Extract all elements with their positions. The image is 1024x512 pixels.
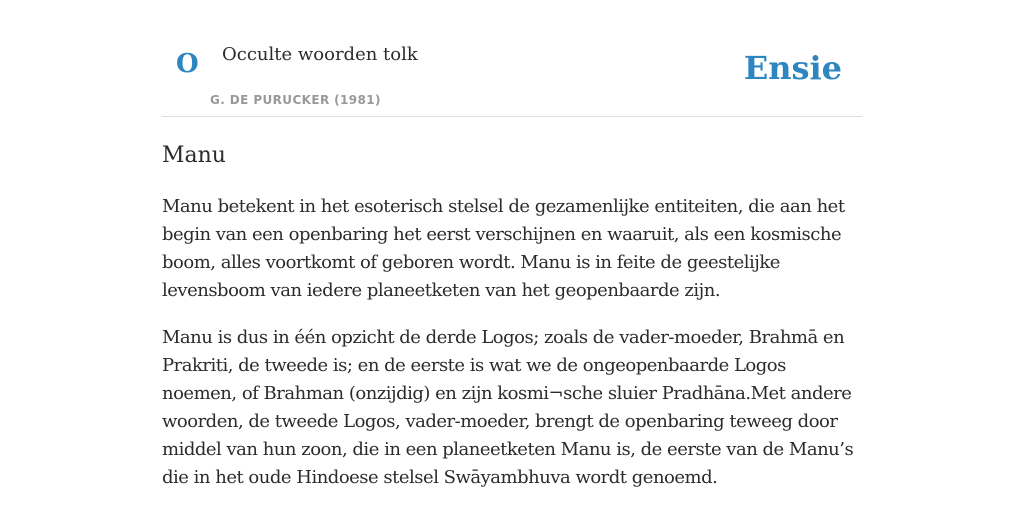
book-author: G. DE PURUCKER (1981)	[210, 93, 381, 107]
book-title-link[interactable]: Occulte woorden tolk	[222, 44, 418, 65]
index-letter[interactable]: O	[176, 49, 199, 79]
article-body	[162, 193, 862, 492]
article-paragraph: Manu is dus in één opzicht de derde Logos; zoals de vader-moeder, Brahmā en Prakriti, de tweede is; en de eerste is wat we de ongeopenbaarde Logos noemen, of Brahman (onzijdig) en zijn kosmi¬sche sluier Pradhāna.Met andere woorden, de tweede Logos, vader-moeder, brengt de openbaring teweeg door middel van hun zoon, die in een planeetketen Manu is, de eerste van de Manu’s die in het oude Hindoese stelsel Swāyambhuva wordt genoemd.	[162, 327, 854, 488]
page	[162, 0, 862, 511]
entry-title: Manu	[162, 143, 226, 168]
ensie-logo[interactable]: Ensie	[743, 49, 842, 87]
header	[162, 0, 862, 117]
article-paragraph: Manu betekent in het esoterisch stelsel de gezamenlijke entiteiten, die aan het begin van een openbaring het eerst verschijnen en waaruit, als een kosmische boom, alles voortkomt of geboren wordt. Manu is in feite de geestelijke levensboom van iedere planeetketen van het geopenbaarde zijn.	[162, 196, 845, 301]
